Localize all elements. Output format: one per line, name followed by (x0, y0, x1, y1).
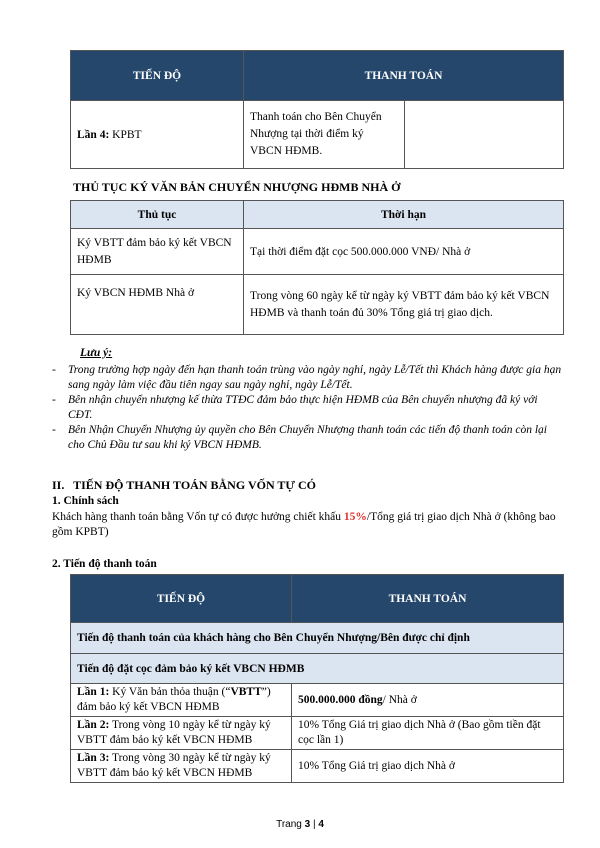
table-cell (71, 717, 292, 750)
header-thoi-han: Thời hạn (244, 201, 564, 229)
footer-prefix: Trang (276, 819, 305, 830)
schedule-title: 2. Tiến độ thanh toán (52, 558, 157, 570)
notes-title: Lưu ý: (80, 347, 113, 359)
table-cell (71, 684, 292, 717)
row-label: Lần 3: (77, 752, 110, 764)
payment-table-top (70, 50, 564, 169)
row-text-bold: VBTT (230, 686, 262, 698)
page-number: 3 (304, 819, 311, 830)
table-cell: Trong vòng 60 ngày kể từ ngày ký VBTT đảm bảo ký kết VBCN HĐMB và thanh toán đủ 30% Tổng giá trị giao dịch. (244, 275, 564, 335)
row-text: ”) đảm bảo ký kết VBCN HĐMB (77, 686, 271, 713)
table-cell (71, 101, 244, 169)
header-tien-do: TIẾN ĐỘ (71, 575, 292, 623)
notes-list (52, 363, 562, 453)
payment-schedule-table (70, 574, 564, 783)
table-cell: Tại thời điểm đặt cọc 500.000.000 VNĐ/ Nhà ở (244, 229, 564, 275)
discount-percent: 15% (343, 511, 367, 523)
header-thanh-toan: THANH TOÁN (292, 575, 564, 623)
table-cell: 10% Tổng Giá trị giao dịch Nhà ở (292, 750, 564, 783)
payment-unit: / Nhà ở (382, 694, 417, 706)
header-thanh-toan: THANH TOÁN (244, 51, 564, 101)
table-cell: Ký VBCN HĐMB Nhà ở (71, 275, 244, 335)
table-cell: Ký VBTT đảm bảo ký kết VBCN HĐMB (71, 229, 244, 275)
table-row (71, 229, 564, 275)
policy-pre: Khách hàng thanh toán bằng Vốn tự có được hưởng chiết khấu (52, 511, 344, 523)
table-cell (405, 101, 564, 169)
note-text: Bên Nhận Chuyển Nhượng ủy quyền cho Bên Chuyển Nhượng thanh toán các tiến độ thanh toán còn lại cho Chủ Đầu tư sau khi ký VBCN HĐMB. (68, 424, 547, 451)
row-value: KPBT (112, 128, 142, 141)
table-cell: 10% Tổng Giá trị giao dịch Nhà ở (Bao gồm tiền đặt cọc lần 1) (292, 717, 564, 750)
row-text: Ký Văn bản thỏa thuận (“ (109, 686, 231, 698)
policy-text (52, 510, 562, 540)
note-text: Bên nhận chuyển nhượng kế thừa TTĐC đảm bảo thực hiện HĐMB của Bên chuyển nhượng đã ký với CĐT. (68, 394, 538, 421)
table-cell (292, 684, 564, 717)
row-text: Trong vòng 30 ngày kể từ ngày ký VBTT đảm bảo ký kết VBCN HĐMB (77, 752, 271, 779)
header-tien-do: TIẾN ĐỘ (71, 51, 244, 101)
table-row (71, 717, 564, 750)
list-item: - Trong trường hợp ngày đến hạn thanh toán trùng vào ngày nghỉ, ngày Lễ/Tết thì Khách hàng được gia hạn sang ngày làm việc đầu tiên ngay sau ngày nghỉ, ngày Lễ/Tết. (52, 364, 562, 391)
row-label: Lần 1: (77, 686, 110, 698)
header-thu-tuc: Thủ tục (71, 201, 244, 229)
list-item: - Bên nhận chuyển nhượng kế thừa TTĐC đảm bảo thực hiện HĐMB của Bên chuyển nhượng đã ký với CĐT. (52, 394, 538, 421)
table-cell (71, 750, 292, 783)
policy-title: 1. Chính sách (52, 495, 119, 507)
page-footer (0, 819, 600, 830)
policy-post: /Tổng giá trị giao dịch Nhà ở (không bao gồm KPBT) (52, 511, 556, 538)
footer-sep: | (310, 819, 319, 830)
section-title-procedure: THỦ TỤC KÝ VĂN BẢN CHUYỂN NHƯỢNG HĐMB NHÀ Ở (73, 180, 401, 194)
row-label: Lần 2: (77, 719, 110, 731)
row-label: Lần 4: (77, 128, 110, 141)
row-text: Trong vòng 10 ngày kể từ ngày ký VBTT đảm bảo ký kết VBCN HĐMB (77, 719, 271, 746)
group-row: Tiến độ thanh toán của khách hàng cho Bên Chuyển Nhượng/Bên được chỉ định (71, 623, 564, 654)
table-cell: Thanh toán cho Bên Chuyển Nhượng tại thời điểm ký VBCN HĐMB. (244, 101, 405, 169)
payment-amount: 500.000.000 đồng (298, 694, 383, 706)
page-total: 4 (318, 819, 324, 830)
sub-group-row: Tiến độ đặt cọc đảm bảo ký kết VBCN HĐMB (71, 654, 564, 684)
section-2-title: II. TIẾN ĐỘ THANH TOÁN BẰNG VỐN TỰ CÓ (52, 478, 316, 492)
table-row (71, 750, 564, 783)
note-text: Trong trường hợp ngày đến hạn thanh toán trùng vào ngày nghỉ, ngày Lễ/Tết thì Khách hàng được gia hạn sang ngày làm việc đầu tiên ngay sau ngày nghỉ, ngày Lễ/Tết. (68, 364, 562, 391)
table-row (71, 275, 564, 335)
table-row (71, 684, 564, 717)
procedure-table (70, 200, 564, 335)
list-item: - Bên Nhận Chuyển Nhượng ủy quyền cho Bên Chuyển Nhượng thanh toán các tiến độ thanh toán còn lại cho Chủ Đầu tư sau khi ký VBCN HĐMB. (52, 424, 547, 451)
